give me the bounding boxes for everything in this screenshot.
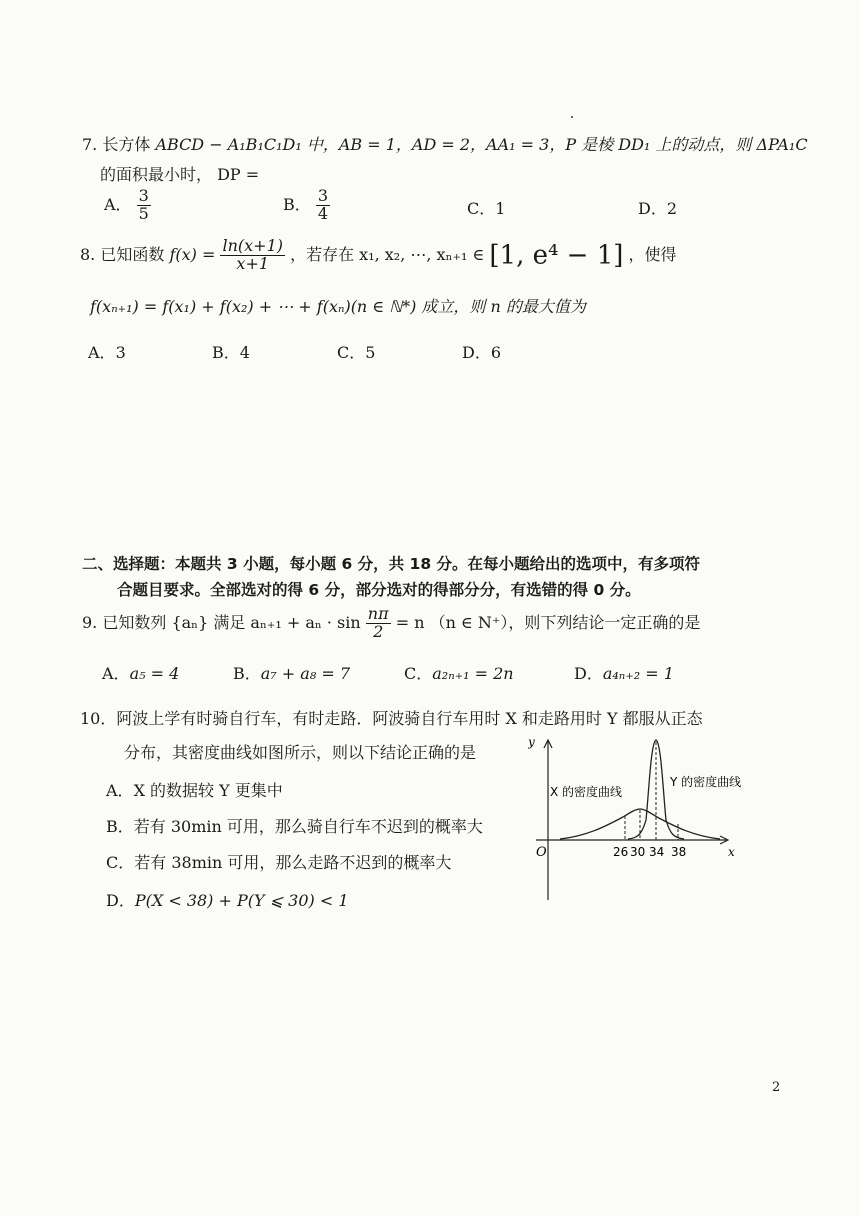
q9-option-a: A．a₅ = 4 <box>102 664 180 683</box>
q9-option-b: B．a₇ + a₈ = 7 <box>233 664 351 683</box>
speck <box>571 116 573 118</box>
q10-stem-line2: 分布，其密度曲线如图所示，则以下结论正确的是 <box>124 743 477 762</box>
q7-stem-line2: 的面积最小时， DP = <box>100 165 260 184</box>
section2-heading-line2: 合题目要求。全部选对的得 6 分，部分选对的得部分分，有选错的得 0 分。 <box>117 581 641 599</box>
q10-option-a: A．X 的数据较 Y 更集中 <box>106 781 283 800</box>
q8-option-c: C．5 <box>337 343 376 362</box>
q7-option-d: D．2 <box>638 199 678 218</box>
q9-option-d: D．a₄ₙ₊₂ = 1 <box>574 664 674 683</box>
tick-26: 26 <box>613 845 629 859</box>
q8-stem-line2: f(xₙ₊₁) = f(x₁) + f(x₂) + ⋯ + f(xₙ)(n ∈ ℕ*) 成立，则 n 的最大值为 <box>90 297 586 316</box>
q10-stem: 10．阿波上学有时骑自行车，有时走路．阿波骑自行车用时 X 和走路用时 Y 都服从正态 <box>80 709 703 728</box>
density-curve-figure <box>528 730 768 905</box>
q8-option-d: D．6 <box>462 343 502 362</box>
tick-38: 38 <box>671 845 687 859</box>
q10-option-b: B．若有 30min 可用，那么骑自行车不迟到的概率大 <box>106 817 483 836</box>
tick-30: 30 <box>630 845 646 859</box>
q7-option-b: B． $\frac{3}{4}$ <box>283 186 329 223</box>
q8-stem: 8. 已知函数 f(x) = $\frac{\ln(x+1)}{x+1}$ ，若存在 x₁, x₂, ⋯, xₙ₊₁ ∈ [1, e⁴ − 1] ，使得 <box>80 236 677 273</box>
y-curve-label: Y 的密度曲线 <box>670 775 742 789</box>
q9-stem: 9. 已知数列 {aₙ} 满足 aₙ₊₁ + aₙ · sin $\frac{n\pi}{2}$ = n （n ∈ N⁺），则下列结论一定正确的是 <box>82 604 701 641</box>
q10-option-d: D．P(X < 38) + P(Y ⩽ 30) < 1 <box>106 891 349 910</box>
q8-option-b: B．4 <box>212 343 250 362</box>
origin-label: O <box>536 845 547 860</box>
x-axis-label: x <box>728 845 735 859</box>
tick-34: 34 <box>649 845 665 859</box>
q8-option-a: A．3 <box>88 343 126 362</box>
q7-stem: 7. 长方体 ABCD − A₁B₁C₁D₁ 中，AB = 1，AD = 2，AA₁ = 3，P 是棱 DD₁ 上的动点，则 ΔPA₁C <box>82 135 808 154</box>
y-axis-label: y <box>528 735 535 749</box>
q7-option-a: A． $\frac{3}{5}$ <box>104 186 149 223</box>
q9-option-c: C．a₂ₙ₊₁ = 2n <box>404 664 514 683</box>
page-number: 2 <box>772 1080 781 1095</box>
x-curve-label: X 的密度曲线 <box>550 785 623 799</box>
q10-option-c: C．若有 38min 可用，那么走路不迟到的概率大 <box>106 853 452 872</box>
q7-option-c: C．1 <box>467 199 506 218</box>
section2-heading-line1: 二、选择题：本题共 3 小题，每小题 6 分，共 18 分。在每小题给出的选项中，有多项符 <box>82 555 701 573</box>
